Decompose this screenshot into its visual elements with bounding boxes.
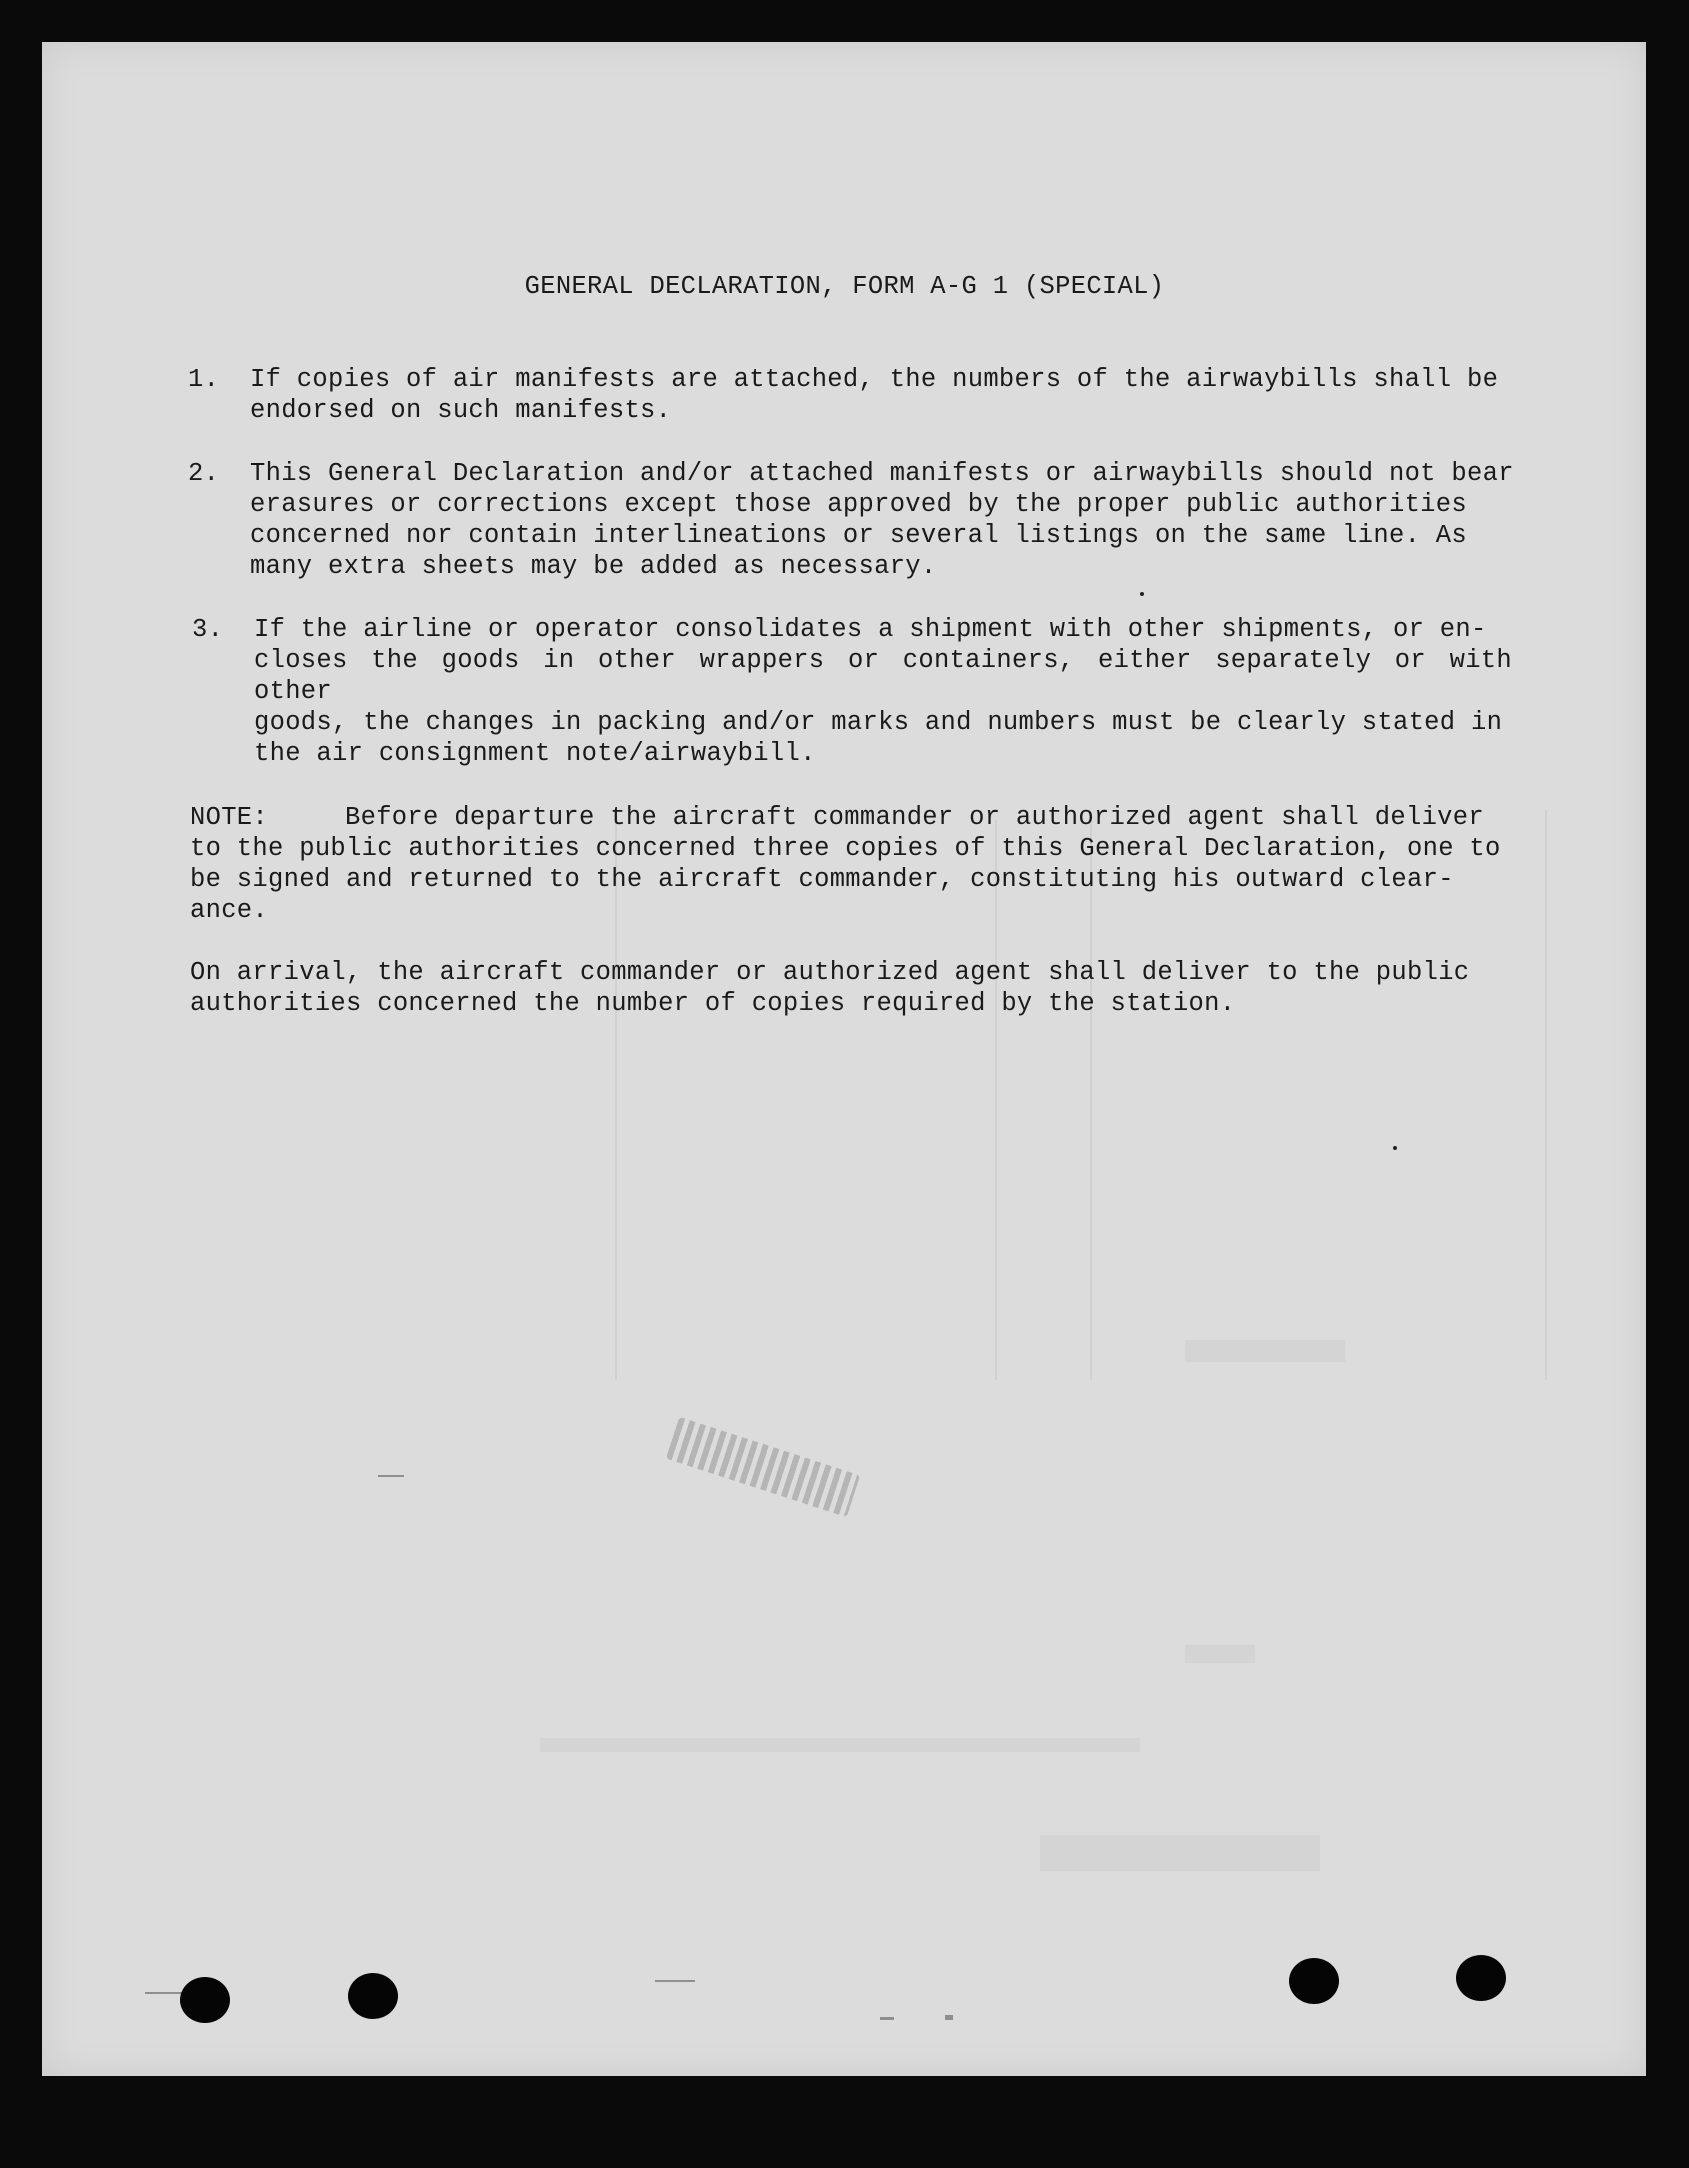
- text-line: authorities concerned the number of copies required by the station.: [190, 989, 1236, 1018]
- text-line: to the public authorities concerned three copies of this General Declaration, one to: [190, 834, 1501, 863]
- ink-mark: [378, 1475, 404, 1477]
- item-text: [250, 458, 1523, 582]
- bleed-through-text: [1040, 1835, 1320, 1871]
- list-item: [188, 364, 1523, 428]
- text-line: be signed and returned to the aircraft commander, constituting his outward clear-: [190, 865, 1454, 894]
- note-paragraph: [190, 802, 1510, 926]
- note-label: NOTE:: [190, 803, 269, 832]
- item-number: 3.: [192, 615, 224, 644]
- bleed-through-text: [1185, 1340, 1345, 1362]
- ink-speck: [1140, 592, 1144, 596]
- ink-mark: [655, 1980, 695, 1982]
- paper-sheet: [42, 42, 1646, 2076]
- text-line: [190, 802, 1510, 833]
- text-line: On arrival, the aircraft commander or authorized agent shall deliver to the public: [190, 958, 1470, 987]
- item-number: 2.: [188, 459, 220, 488]
- punch-hole: [1289, 1958, 1339, 2004]
- text-line: If the airline or operator consolidates a shipment with other shipments, or en-: [254, 615, 1487, 644]
- text-line: If copies of air manifests are attached, the numbers of the airwaybills shall be: [250, 365, 1499, 394]
- bleed-through-line: [1545, 810, 1547, 1380]
- note-first-line: Before departure the aircraft commander or authorized agent shall deliver: [345, 803, 1484, 832]
- text-line: This General Declaration and/or attached manifests or airwaybills should not bear: [250, 459, 1514, 488]
- list-item: [192, 614, 1512, 768]
- list-item: [188, 458, 1523, 584]
- punch-hole: [348, 1973, 398, 2019]
- document-title: GENERAL DECLARATION, FORM A-G 1 (SPECIAL): [524, 272, 1165, 301]
- bleed-through-text: [1185, 1645, 1255, 1663]
- text-line: erasures or corrections except those approved by the proper public authorities: [250, 490, 1467, 519]
- ink-mark: [880, 2017, 894, 2020]
- text-line: many extra sheets may be added as necessary.: [250, 552, 937, 581]
- item-text: [250, 364, 1523, 426]
- punch-hole: [180, 1977, 230, 2023]
- text-line: endorsed on such manifests.: [250, 396, 672, 425]
- ink-speck: [1393, 1146, 1397, 1150]
- ink-mark: [945, 2015, 953, 2020]
- text-line: closes the goods in other wrappers or containers, either separately or with other: [254, 646, 1512, 706]
- bleed-through-text: [540, 1738, 1140, 1752]
- item-number: 1.: [188, 365, 220, 394]
- text-line: the air consignment note/airwaybill.: [254, 739, 816, 768]
- text-line: concerned nor contain interlineations or several listings on the same line. As: [250, 521, 1467, 550]
- arrival-paragraph: [190, 957, 1510, 1019]
- text-line: goods, the changes in packing and/or marks and numbers must be clearly stated in: [254, 708, 1503, 737]
- text-line: ance.: [190, 896, 269, 925]
- punch-hole: [1456, 1955, 1506, 2001]
- item-text: [254, 614, 1512, 769]
